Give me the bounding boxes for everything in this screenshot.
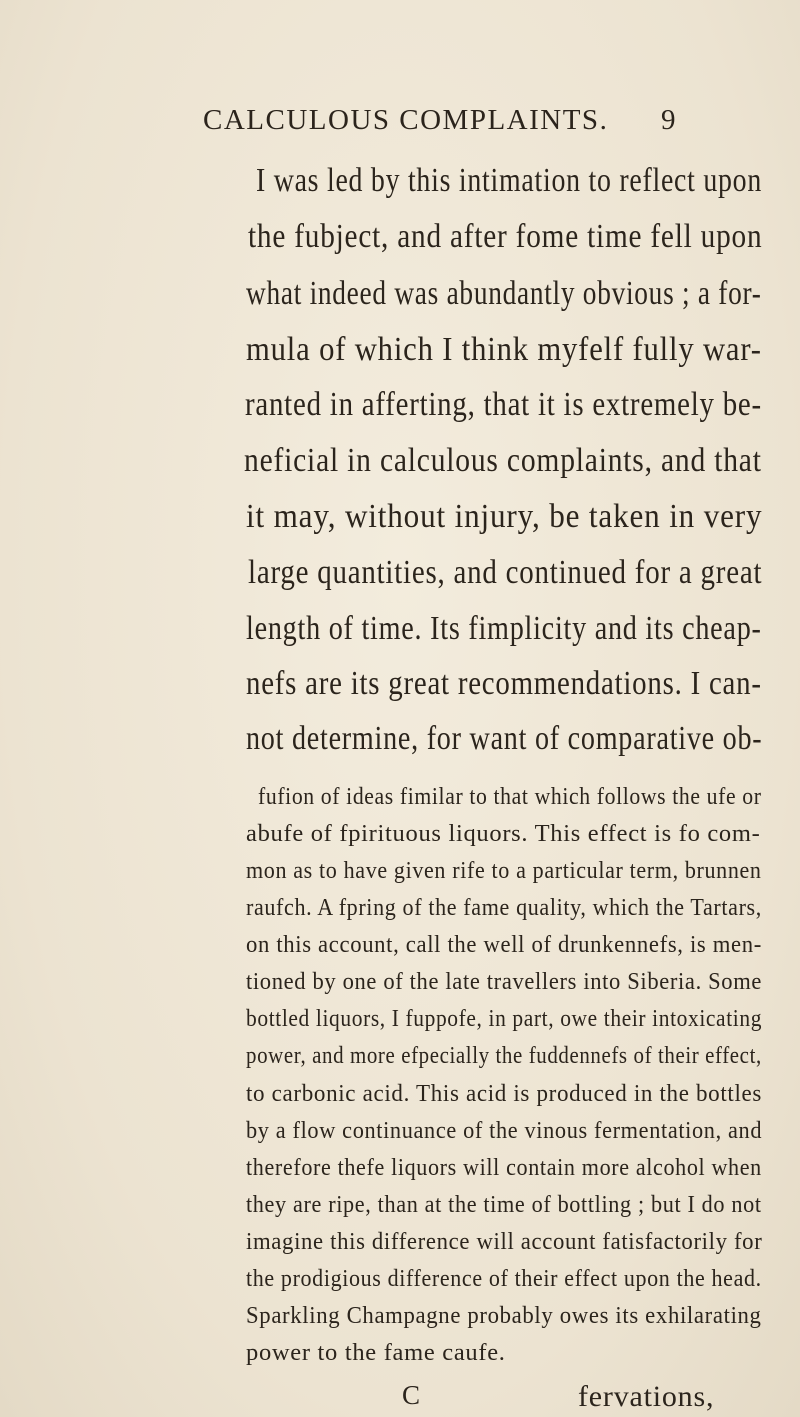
signature-mark: C: [402, 1380, 421, 1410]
footnote-line: power to the fame caufe.: [246, 1339, 506, 1366]
footnote-line: the prodigious difference of their effect upon the head.: [246, 1265, 762, 1292]
text-line: not determine, for want of comparative ob-: [246, 720, 763, 757]
running-head: CALCULOUS COMPLAINTS.: [203, 104, 609, 136]
text-line: I was led by this intimation to reflect upon: [256, 162, 763, 199]
text-line: nefs are its great recommendations. I can-: [246, 665, 762, 702]
footnote-line: power, and more efpecially the fuddennefs of their effect,: [246, 1042, 762, 1069]
text-line: neficial in calculous complaints, and that: [244, 442, 762, 479]
footnote-line: on this account, call the well of drunkennefs, is men-: [246, 931, 762, 958]
footnote-line: they are ripe, than at the time of bottling ; but I do not: [246, 1191, 762, 1218]
footnote-line: tioned by one of the late travellers into Siberia. Some: [246, 968, 763, 995]
footnote-line: bottled liquors, I fuppofe, in part, owe their intoxicating: [246, 1005, 763, 1032]
page-footer: [0, 1380, 800, 1416]
footnote-line: raufch. A fpring of the fame quality, which the Tartars,: [246, 894, 762, 921]
footnote-line: abufe of fpirituous liquors. This effect is fo com-: [246, 820, 761, 847]
footnote-line: mon as to have given rife to a particular term, brunnen: [246, 857, 762, 884]
footnote-line: fufion of ideas fimilar to that which follows the ufe or: [258, 783, 762, 810]
text-line: length of time. Its fimplicity and its cheap-: [246, 610, 762, 647]
text-line: the fubject, and after fome time fell upon: [248, 218, 763, 255]
footnote-line: therefore thefe liquors will contain more alcohol when: [246, 1154, 762, 1181]
footnote-line: Sparkling Champagne probably owes its exhilarating: [246, 1302, 762, 1329]
footnote-line: by a flow continuance of the vinous fermentation, and: [246, 1117, 763, 1144]
footnote-line: imagine this difference will account fatisfactorily for: [246, 1228, 763, 1255]
footnote-line: to carbonic acid. This acid is produced in the bottles: [246, 1080, 763, 1107]
text-line: it may, without injury, be taken in very: [246, 498, 763, 535]
page-number: 9: [661, 104, 676, 136]
catchword: fervations,: [578, 1380, 715, 1413]
text-line: what indeed was abundantly obvious ; a for-: [246, 275, 762, 312]
text-line: mula of which I think myfelf fully war-: [246, 331, 762, 368]
page-header: [0, 104, 800, 144]
text-line: ranted in afferting, that it is extremely be-: [245, 386, 762, 423]
text-line: large quantities, and continued for a great: [248, 554, 763, 591]
